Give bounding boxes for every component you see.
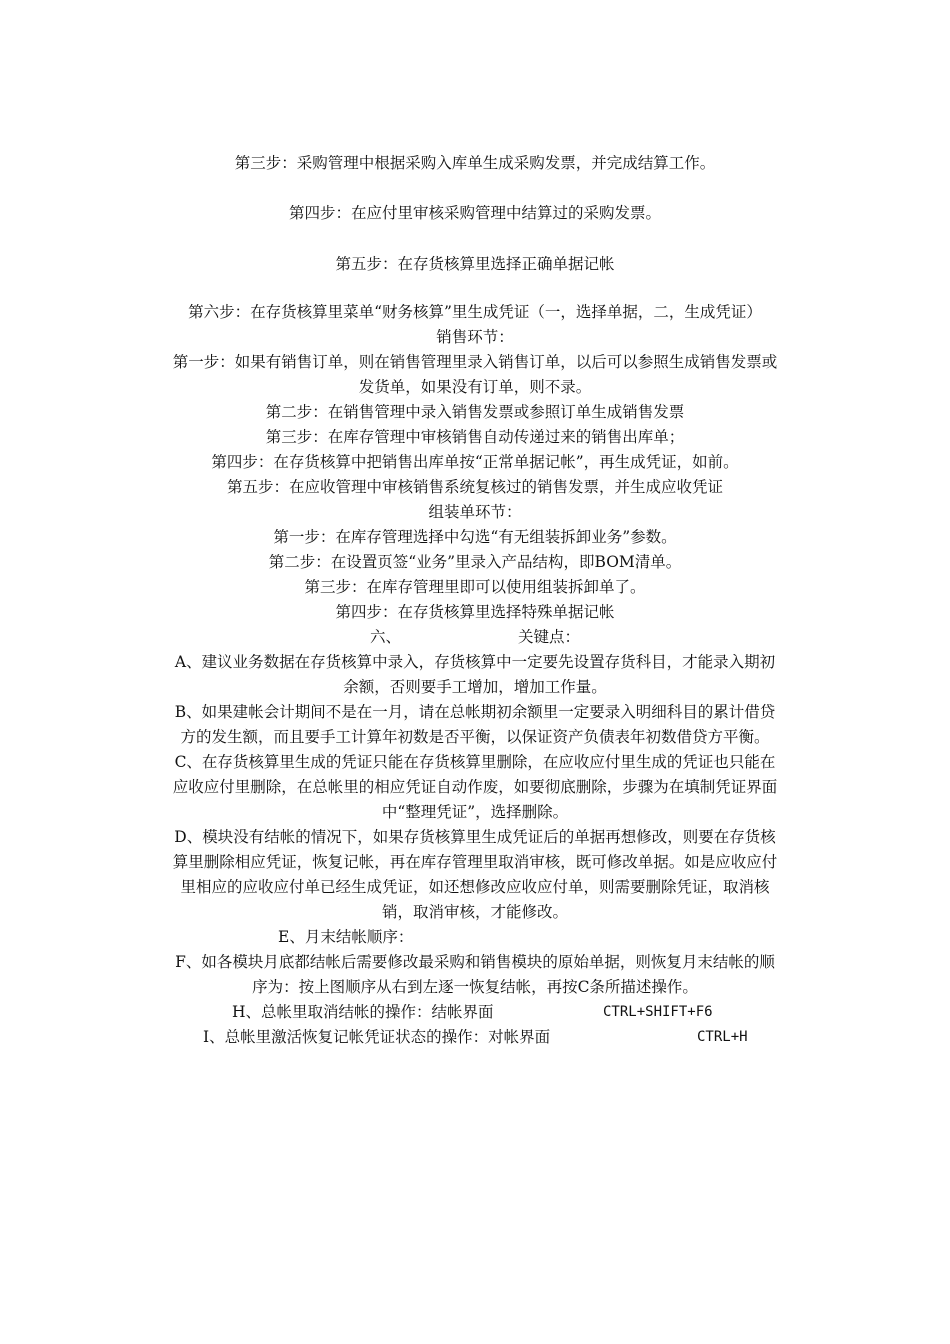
key-point-line: B、如果建帐会计期间不是在一月，请在总帐期初余额里一定要录入明细科目的累计借贷 [174,703,776,721]
shortcut-label: H、总帐里取消结帐的操作：结帐界面 [232,1003,494,1021]
assembly-line: 第二步：在设置页签“业务”里录入产品结构，即BOM清单。 [268,553,682,571]
key-point-line: 序为：按上图顺序从右到左逐一恢复结帐，再按C条所描述操作。 [252,978,698,996]
key-point-line: 算里删除相应凭证，恢复记帐，再在库存管理里取消审核，既可修改单据。如是应收应付 [172,853,778,871]
sales-heading: 销售环节： [436,328,514,346]
key-point-line: 里相应的应收应付单已经生成凭证，如还想修改应收应付单，则需要删除凭证，取消核 [180,878,770,896]
key-point-line: A、建议业务数据在存货核算中录入，存货核算中一定要先设置存货科目，才能录入期初 [174,653,776,671]
key-point-line: C、在存货核算里生成的凭证只能在存货核算里删除，在应收应付里生成的凭证也只能在 [174,753,776,771]
purchase-step-5: 第五步：在存货核算里选择正确单据记帐 [335,255,615,273]
purchase-step-4: 第四步：在应付里审核采购管理中结算过的采购发票。 [288,204,661,222]
sales-line: 第四步：在存货核算中把销售出库单按“正常单据记帐”，再生成凭证，如前。 [211,453,739,471]
key-point-line: 销，取消审核，才能修改。 [381,903,568,921]
sales-line: 第三步：在库存管理中审核销售自动传递过来的销售出库单； [265,428,685,446]
sales-line: 第一步：如果有销售订单，则在销售管理里录入销售订单，以后可以参照生成销售发票或 [172,353,778,371]
key-point-line: 余额，否则要手工增加，增加工作量。 [343,678,607,696]
key-point-line: 中“整理凭证”，选择删除。 [381,803,569,821]
purchase-step-3: 第三步：采购管理中根据采购入库单生成采购发票，并完成结算工作。 [234,154,716,172]
assembly-line: 第一步：在库存管理选择中勾选“有无组装拆卸业务”参数。 [273,528,677,546]
purchase-step-6: 第六步：在存货核算里菜单“财务核算”里生成凭证（一，选择单据，二，生成凭证） [188,303,762,321]
sales-line: 第五步：在应收管理中审核销售系统复核过的销售发票，并生成应收凭证 [226,478,723,496]
sales-line: 第二步：在销售管理中录入销售发票或参照订单生成销售发票 [265,403,685,421]
key-point-line: E、月末结帐顺序： [278,928,414,946]
assembly-line: 第三步：在库存管理里即可以使用组装拆卸单了。 [304,578,646,596]
key-point-line: 方的发生额，而且要手工计算年初数是否平衡，以保证资产负债表年初数借贷方平衡。 [180,728,770,746]
assembly-line: 第四步：在存货核算里选择特殊单据记帐 [335,603,615,621]
key-points-number: 六、 [370,628,402,646]
shortcut-keys: CTRL+SHIFT+F6 [603,1004,713,1020]
sales-line: 发货单，如果没有订单，则不录。 [358,378,592,396]
key-points-title: 关键点： [518,628,581,646]
shortcut-label: I、总帐里激活恢复记帐凭证状态的操作：对帐界面 [203,1028,551,1046]
key-point-line: F、如各模块月底都结帐后需要修改最采购和销售模块的原始单据，则恢复月末结帐的顺 [175,953,775,971]
assembly-heading: 组装单环节： [428,503,522,521]
key-point-line: 应收应付里删除，在总帐里的相应凭证自动作废，如要彻底删除，步骤为在填制凭证界面 [172,778,778,796]
key-point-line: D、模块没有结帐的情况下，如果存货核算里生成凭证后的单据再想修改，则要在存货核 [174,828,776,846]
shortcut-keys: CTRL+H [697,1029,748,1045]
